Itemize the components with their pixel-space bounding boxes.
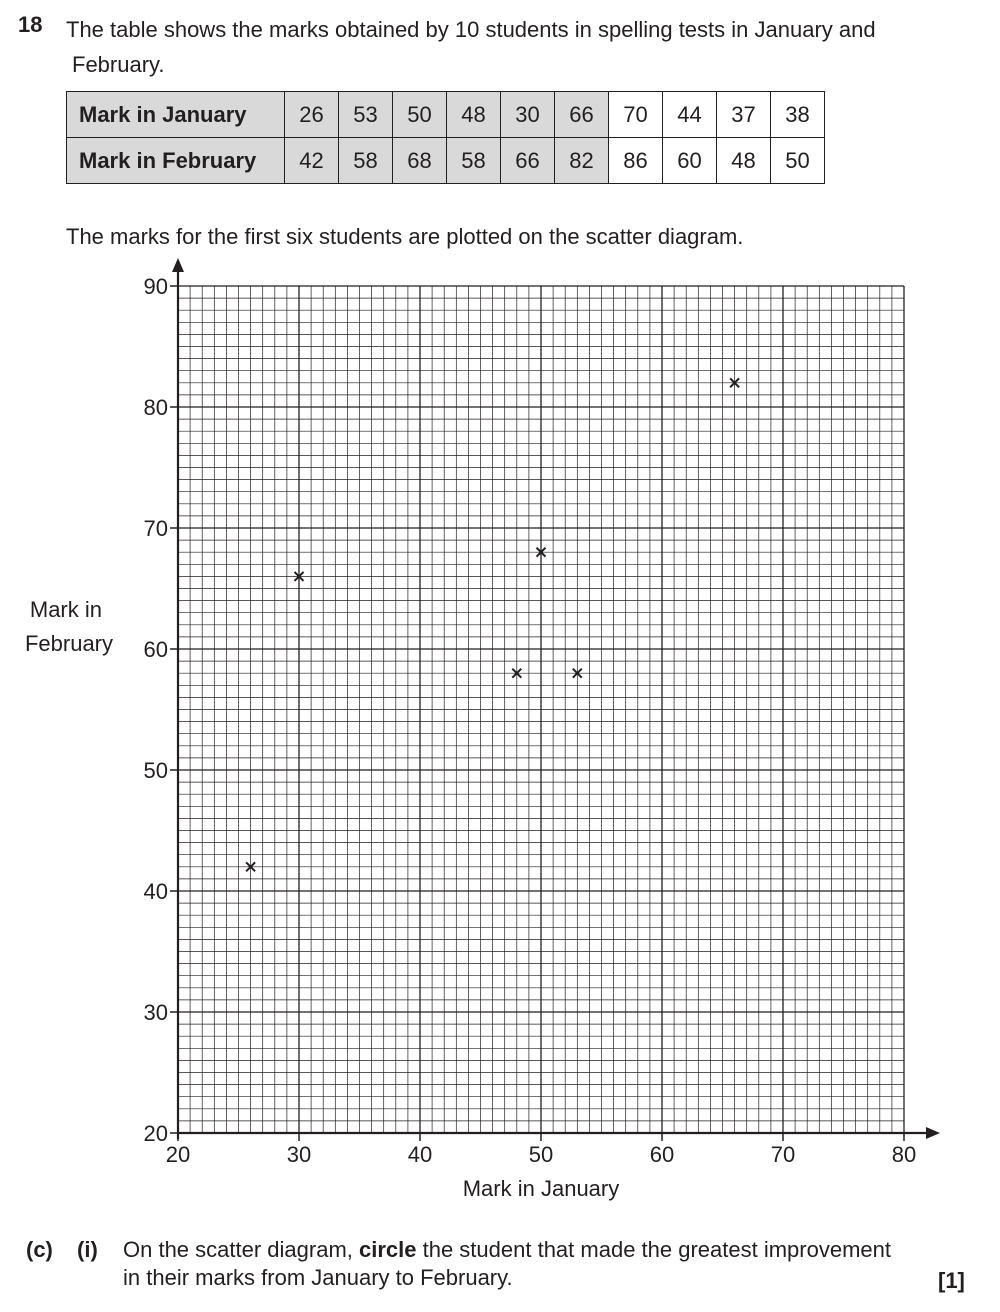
table-cell: 58	[339, 138, 393, 184]
y-tick-label: 80	[143, 395, 168, 420]
row-label-february: Mark in February	[67, 138, 285, 184]
y-tick-label: 60	[143, 637, 168, 662]
question-text-line1: The table shows the marks obtained by 10 students in spelling tests in January and	[66, 17, 876, 42]
x-tick-label: 30	[286, 1142, 312, 1167]
x-axis-label: Mark in January	[462, 1176, 620, 1201]
table-cell: 58	[447, 138, 501, 184]
table-cell: 86	[609, 138, 663, 184]
x-tick-label: 80	[891, 1142, 917, 1167]
table-cell: 82	[555, 138, 609, 184]
part-c-text	[123, 1236, 963, 1292]
y-tick-label: 40	[143, 879, 168, 904]
table-row-february	[67, 138, 825, 184]
row-label-january: Mark in January	[67, 92, 285, 138]
y-axis-arrow-icon	[172, 258, 184, 272]
x-tick-label: 40	[407, 1142, 433, 1167]
table-cell: 48	[447, 92, 501, 138]
intro-text: The marks for the first six students are plotted on the scatter diagram.	[66, 224, 744, 249]
table-row-january	[67, 92, 825, 138]
question-text	[66, 12, 966, 82]
scatter-diagram[interactable]	[0, 250, 1000, 1210]
table-cell: 37	[717, 92, 771, 138]
table-cell: 26	[285, 92, 339, 138]
question-number: 18	[18, 12, 43, 37]
grid	[178, 286, 904, 1133]
y-tick-label: 20	[143, 1121, 168, 1146]
part-c-text-bold: circle	[359, 1237, 417, 1262]
marks-allocation: [1]	[938, 1268, 965, 1293]
table-cell: 44	[663, 92, 717, 138]
part-c-text-before: On the scatter diagram,	[123, 1237, 359, 1262]
y-axis-label-line2: February	[24, 631, 114, 656]
x-tick-label: 50	[528, 1142, 554, 1167]
table-cell: 50	[393, 92, 447, 138]
ticks	[144, 274, 917, 1167]
marks-table	[66, 91, 825, 184]
table-cell: 42	[285, 138, 339, 184]
y-axis-label	[25, 597, 113, 656]
y-tick-label: 30	[143, 1000, 168, 1025]
table-cell: 53	[339, 92, 393, 138]
y-axis-label-line1: Mark in	[29, 597, 102, 622]
table-cell: 60	[663, 138, 717, 184]
table-cell: 70	[609, 92, 663, 138]
part-c-label: (c)	[26, 1237, 53, 1262]
table-cell: 66	[501, 138, 555, 184]
table-cell: 50	[771, 138, 825, 184]
part-c-text-after: the student that made the greatest improvement	[416, 1237, 891, 1262]
x-tick-label: 70	[770, 1142, 796, 1167]
x-axis-arrow-icon	[926, 1127, 940, 1139]
part-c-text-line2: in their marks from January to February.	[123, 1265, 513, 1290]
table-cell: 48	[717, 138, 771, 184]
question-text-line2: February.	[72, 52, 165, 77]
table-cell: 68	[393, 138, 447, 184]
table-cell: 38	[771, 92, 825, 138]
table-cell: 66	[555, 92, 609, 138]
table-cell: 30	[501, 92, 555, 138]
y-tick-label: 70	[143, 516, 168, 541]
y-tick-label: 90	[143, 274, 168, 299]
x-tick-label: 60	[649, 1142, 675, 1167]
y-tick-label: 50	[143, 758, 168, 783]
x-tick-label: 20	[165, 1142, 191, 1167]
part-i-label: (i)	[77, 1237, 98, 1262]
